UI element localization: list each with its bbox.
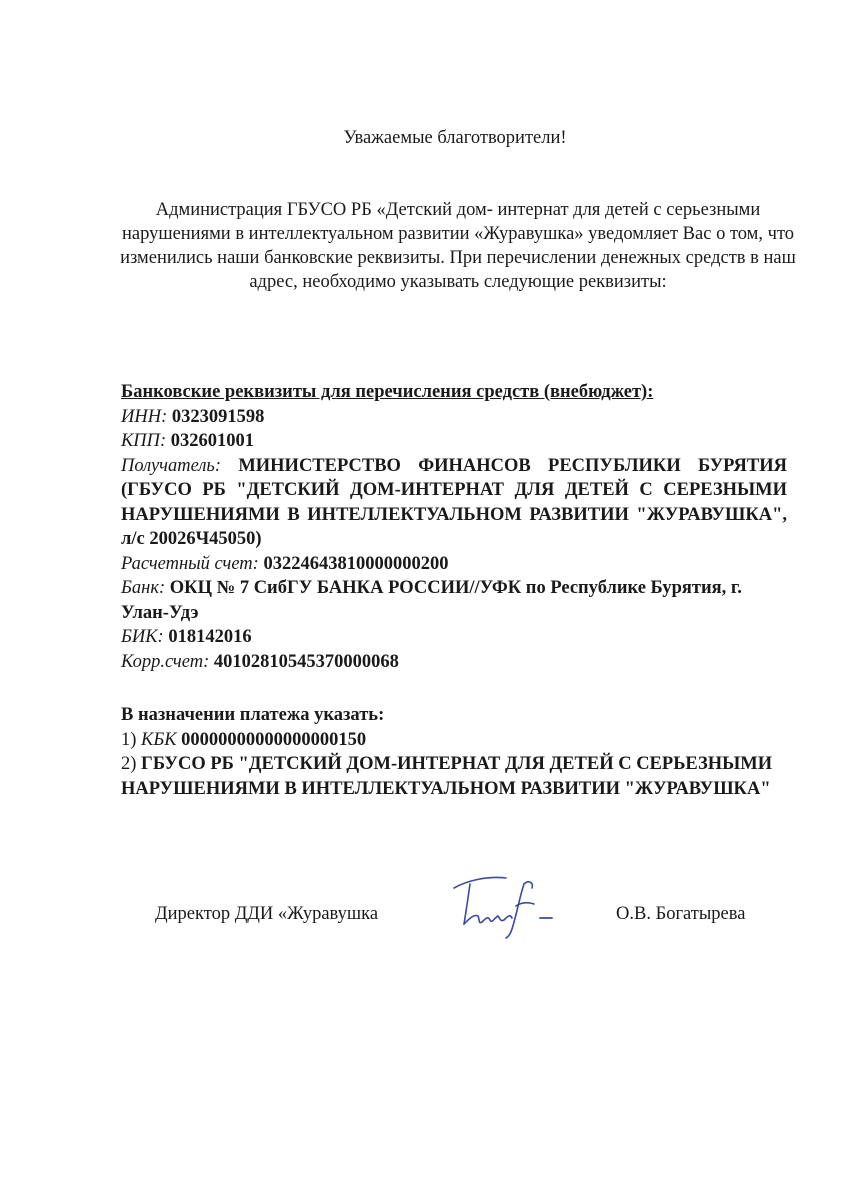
corr-label: Корр.счет: bbox=[121, 651, 210, 672]
kpp-row bbox=[121, 429, 787, 454]
account-value: 03224643810000000200 bbox=[263, 553, 449, 574]
bik-value: 018142016 bbox=[168, 627, 252, 647]
kbk-value: 00000000000000000150 bbox=[181, 729, 367, 750]
payment-item-number: 2) bbox=[121, 754, 137, 774]
inn-row bbox=[121, 405, 787, 430]
bank-value: ОКЦ № 7 СибГУ БАНКА РОССИИ//УФК по Республике Бурятия, г. Улан-Удэ bbox=[121, 578, 742, 623]
account-row bbox=[121, 552, 787, 577]
payment-item-kbk bbox=[121, 728, 787, 753]
payment-purpose bbox=[121, 703, 787, 801]
director-position: Директор ДДИ «Журавушка bbox=[155, 904, 379, 924]
payment-item-number: 1) bbox=[121, 729, 137, 750]
account-label: Расчетный счет: bbox=[121, 553, 259, 574]
letter-intro: Администрация ГБУСО РБ «Детский дом- интернат для детей с серьезными нарушениями в интеллектуальном развитии «Журавушка» уведомляет Вас о том, что изменились наши банковские реквизиты. При перечислении денежных средств в наш адрес, необходимо указывать следующие реквизиты: bbox=[120, 200, 796, 292]
inn-label: ИНН: bbox=[121, 406, 168, 427]
kpp-label: КПП: bbox=[121, 431, 167, 451]
corr-row bbox=[121, 650, 787, 675]
bik-row bbox=[121, 625, 787, 650]
director-name: О.В. Богатырева bbox=[616, 904, 746, 924]
recipient-row bbox=[121, 454, 787, 552]
payment-title: В назначении платежа указать: bbox=[121, 705, 385, 725]
bank-row bbox=[121, 576, 787, 625]
corr-value: 40102810545370000068 bbox=[213, 651, 399, 672]
kbk-label: КБК bbox=[141, 729, 177, 750]
payment-recipient-value: ГБУСО РБ "ДЕТСКИЙ ДОМ-ИНТЕРНАТ ДЛЯ ДЕТЕЙ С СЕРЬЕЗНЫМИ НАРУШЕНИЯМИ В ИНТЕЛЛЕКТУАЛЬНОМ РАЗВИТИИ "ЖУРАВУШКА" bbox=[121, 754, 773, 799]
letter-greeting: Уважаемые благотворители! bbox=[343, 128, 567, 148]
kpp-value: 032601001 bbox=[170, 431, 255, 451]
bank-requisites bbox=[121, 380, 787, 674]
handwritten-signature-icon bbox=[440, 862, 570, 942]
payment-item-recipient bbox=[121, 752, 787, 801]
recipient-label: Получатель: bbox=[121, 455, 222, 476]
bank-label: Банк: bbox=[121, 578, 166, 598]
recipient-value: МИНИСТЕРСТВО ФИНАНСОВ РЕСПУБЛИКИ БУРЯТИЯ (ГБУСО РБ "ДЕТСКИЙ ДОМ-ИНТЕРНАТ ДЛЯ ДЕТЕЙ С СЕРЕЗНЫМИ НАРУШЕНИЯМИ В ИНТЕЛЛЕКТУАЛЬНОМ РАЗВИТИИ "ЖУРАВУШКА", л/с 20026Ч45050) bbox=[121, 455, 788, 549]
bik-label: БИК: bbox=[121, 627, 164, 647]
inn-value: 0323091598 bbox=[171, 406, 265, 427]
requisites-heading: Банковские реквизиты для перечисления средств (внебюджет): bbox=[121, 382, 654, 402]
